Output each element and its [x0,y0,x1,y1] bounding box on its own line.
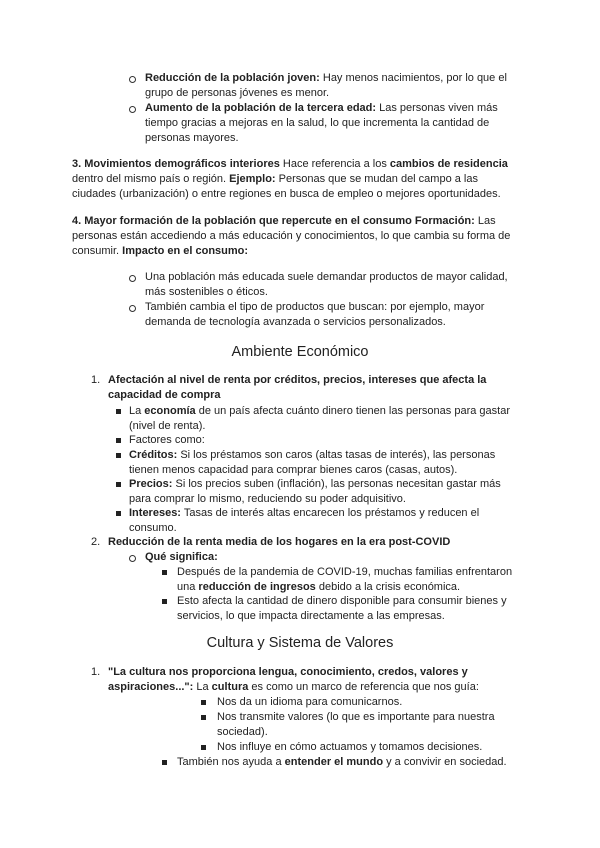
heading-ambiente-economico: Ambiente Económico [231,344,369,360]
list-item-afectacion-renta: Afectación al nivel de renta por créditos, precios, intereses que afecta la [108,374,487,386]
bullet-poblacion-educada: Una población más educada suele demandar productos de mayor calidad, [145,271,508,283]
bullet-text-line: demanda de tecnología avanzada o servicios personalizados. [145,316,446,328]
sub-bullet-line: (nivel de renta). [129,420,206,432]
bullet-text-line: grupo de personas jóvenes es menor. [145,87,330,99]
cultura-bullet-valores: Nos transmite valores (lo que es importante para nuestra [217,711,495,723]
sub-bullet-intereses: Intereses: Tasas de interés altas encarecen los préstamos y reducen el [129,507,480,519]
square-bullet-icon [116,453,121,458]
square-bullet-icon [116,482,121,487]
sub-sub-bullet-dinero: Esto afecta la cantidad de dinero disponible para consumir bienes y [177,595,507,607]
bullet-text-line: tiempo gracias a mejoras en la salud, lo que incrementa la cantidad de [145,117,490,129]
square-bullet-icon [201,700,206,705]
list-item-cultura: "La cultura nos proporciona lengua, conocimiento, credos, valores y [108,666,468,678]
cultura-bullet-idioma: Nos da un idioma para comunicarnos. [217,696,403,708]
sub-bullet-line: tienen menos capacidad para comprar bienes caros (casas, autos). [129,464,458,476]
circle-bullet-icon [129,76,136,83]
circle-bullet-icon [129,106,136,113]
circle-bullet-icon [129,275,136,282]
list-number: 1. [91,374,101,386]
heading-cultura-valores: Cultura y Sistema de Valores [206,635,394,651]
cultura-bullet-entender-mundo: También nos ayuda a entender el mundo y a convivir en sociedad. [177,756,507,768]
square-bullet-icon [116,511,121,516]
sub-bullet-line: consumo. [129,522,177,534]
bullet-tipo-productos: También cambia el tipo de productos que buscan: por ejemplo, mayor [145,301,485,313]
circle-bullet-icon [129,555,136,562]
list-number: 2. [91,536,101,548]
cultura-bullet-line: sociedad). [217,726,268,738]
square-bullet-icon [116,438,121,443]
sub-bullet-creditos: Créditos: Si los préstamos son caros (altas tasas de interés), las personas [129,449,496,461]
sub-sub-bullet-pandemia: Después de la pandemia de COVID-19, muchas familias enfrentaron [177,566,513,578]
square-bullet-icon [162,760,167,765]
paragraph-movimientos: 3. Movimientos demográficos interiores Hace referencia a los cambios de residencia [72,158,508,170]
square-bullet-icon [116,409,121,414]
paragraph-line: consumir. Impacto en el consumo: [72,245,249,257]
square-bullet-icon [162,599,167,604]
square-bullet-icon [201,715,206,720]
sub-item-que-significa: Qué significa: [145,551,218,563]
square-bullet-icon [201,745,206,750]
sub-bullet-precios: Precios: Si los precios suben (inflación), las personas necesitan gastar más [129,478,501,490]
sub-sub-bullet-line: servicios, lo que impacta directamente a las empresas. [177,610,445,622]
paragraph-line: ciudades (urbanización) o entre regiones en busca de empleo o mejores oportunidades. [72,188,501,200]
list-item-line: aspiraciones...": La cultura es como un marco de referencia que nos guía: [108,681,479,693]
list-number: 1. [91,666,101,678]
paragraph-line: dentro del mismo país o región. Ejemplo: Personas que se mudan del campo a las [72,173,478,185]
bullet-text-line: más sostenibles o éticos. [145,286,268,298]
sub-bullet-line: para comprar lo mismo, reduciendo su poder adquisitivo. [129,493,406,505]
paragraph-line: personas están accediendo a más educación y conocimientos, lo que cambia su forma de [72,230,511,242]
list-item-line: capacidad de compra [108,389,221,401]
list-item-reduccion-renta: Reducción de la renta media de los hogares en la era post-COVID [108,536,451,548]
bullet-reduccion-joven: Reducción de la población joven: Hay menos nacimientos, por lo que el [145,72,507,84]
sub-bullet-economia: La economía de un país afecta cuánto dinero tienen las personas para gastar [129,405,510,417]
sub-bullet-factores: Factores como: [129,434,205,446]
paragraph-formacion: 4. Mayor formación de la población que repercute en el consumo Formación: Las [72,215,496,227]
bullet-text-line: personas mayores. [145,132,239,144]
cultura-bullet-decisiones: Nos influye en cómo actuamos y tomamos decisiones. [217,741,483,753]
bullet-aumento-tercera-edad: Aumento de la población de la tercera edad: Las personas viven más [145,102,498,114]
square-bullet-icon [162,570,167,575]
sub-sub-bullet-line: una reducción de ingresos debido a la crisis económica. [177,581,461,593]
circle-bullet-icon [129,305,136,312]
